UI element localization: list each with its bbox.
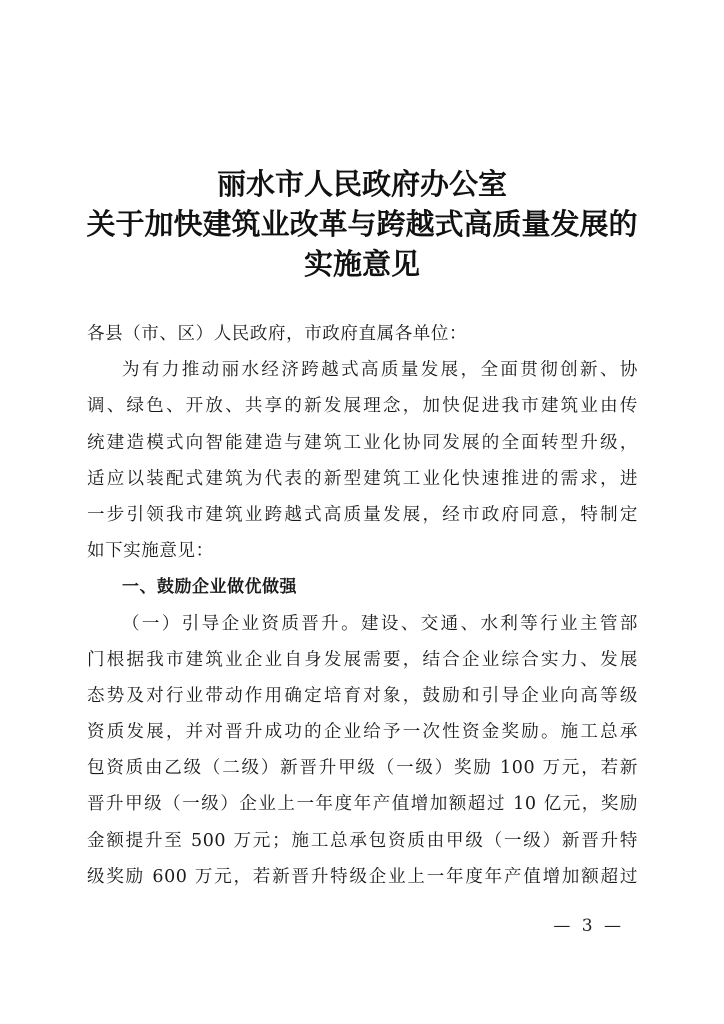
body-line: 包资质由乙级（二级）新晋升甲级（一级）奖励 100 万元，若新 <box>87 758 638 779</box>
body-line: 金额提升至 500 万元；施工总承包资质由甲级（一级）新晋升特 <box>87 830 638 851</box>
document-body <box>87 316 638 895</box>
body-line: 资质发展，并对晋升成功的企业给予一次性资金奖励。施工总承 <box>87 722 638 743</box>
body-line: 统建造模式向智能建造与建筑工业化协同发展的全面转型升级， <box>87 432 638 453</box>
page-number: — 3 — <box>553 916 624 936</box>
title-line-type: 实施意见 <box>303 247 420 281</box>
body-line: 晋升甲级（一级）企业上一年度年产值增加额超过 10 亿元，奖励 <box>87 794 638 815</box>
title-line-issuer: 丽水市人民政府办公室 <box>216 167 507 201</box>
body-line: 为有力推动丽水经济跨越式高质量发展，全面贯彻创新、协 <box>122 360 638 381</box>
title-line-subject: 关于加快建筑业改革与跨越式高质量发展的 <box>86 207 638 241</box>
salutation: 各县（市、区）人民政府，市政府直属各单位： <box>87 324 468 344</box>
body-line: 态势及对行业带动作用确定培育对象，鼓励和引导企业向高等级 <box>87 685 638 706</box>
body-line: 调、绿色、开放、共享的新发展理念，加快促进我市建筑业由传 <box>87 396 638 417</box>
section-heading: 一、鼓励企业做优做强 <box>122 577 297 598</box>
document-title <box>0 164 724 284</box>
body-line: 一步引领我市建筑业跨越式高质量发展，经市政府同意，特制定 <box>87 504 638 525</box>
body-line: 适应以装配式建筑为代表的新型建筑工业化快速推进的需求，进 <box>87 468 638 489</box>
body-line: 如下实施意见： <box>87 541 214 562</box>
body-line: 门根据我市建筑业企业自身发展需要，结合企业综合实力、发展 <box>87 649 638 670</box>
body-line: 级奖励 600 万元，若新晋升特级企业上一年度年产值增加额超过 <box>87 866 638 887</box>
body-line: （一）引导企业资质晋升。建设、交通、水利等行业主管部 <box>122 613 638 634</box>
